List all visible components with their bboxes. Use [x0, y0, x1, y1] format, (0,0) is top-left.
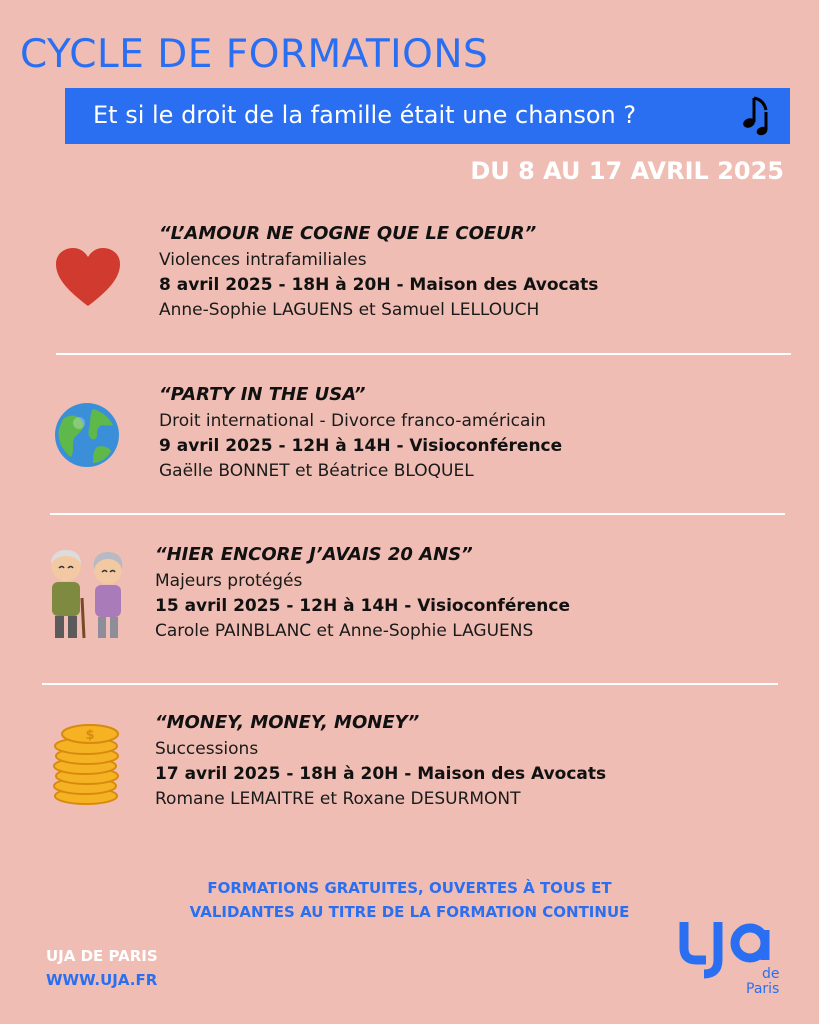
session-schedule: 15 avril 2025 - 12H à 14H - Visioconférence: [155, 596, 570, 616]
org-website-link[interactable]: WWW.UJA.FR: [46, 971, 158, 989]
session-speakers: Carole PAINBLANC et Anne-Sophie LAGUENS: [155, 621, 534, 641]
session-schedule: 17 avril 2025 - 18H à 20H - Maison des Avocats: [155, 764, 607, 784]
session-title: “L’AMOUR NE COGNE QUE LE COEUR”: [159, 223, 537, 244]
session-3: [155, 544, 570, 646]
logo-text-de: de: [762, 966, 780, 982]
music-note-icon: [740, 92, 778, 140]
banner-text: Et si le droit de la famille était une chanson ?: [93, 101, 637, 129]
session-topic: Violences intrafamiliales: [159, 250, 367, 270]
uja-logo: [676, 916, 796, 996]
session-topic: Majeurs protégés: [155, 571, 303, 591]
session-schedule: 8 avril 2025 - 18H à 20H - Maison des Avocats: [159, 275, 599, 295]
svg-text:$: $: [85, 728, 95, 743]
session-1: [159, 223, 598, 325]
globe-icon: [53, 401, 121, 469]
coins-icon: [50, 720, 122, 806]
heart-icon: [54, 246, 122, 308]
session-title: “PARTY IN THE USA”: [159, 384, 366, 405]
elderly-couple-icon: [42, 546, 132, 642]
divider: [42, 683, 778, 685]
session-speakers: Anne-Sophie LAGUENS et Samuel LELLOUCH: [159, 300, 540, 320]
session-schedule: 9 avril 2025 - 12H à 14H - Visioconférence: [159, 436, 563, 456]
logo-text-paris: Paris: [746, 981, 780, 996]
footer-note-line1: FORMATIONS GRATUITES, OUVERTES À TOUS ET: [207, 879, 612, 897]
session-topic: Successions: [155, 739, 259, 759]
theme-banner: [65, 88, 790, 144]
date-range: DU 8 AU 17 AVRIL 2025: [470, 157, 784, 185]
session-title: “HIER ENCORE J’AVAIS 20 ANS”: [155, 544, 473, 565]
session-4: [155, 712, 606, 814]
session-topic: Droit international - Divorce franco-américain: [159, 411, 546, 431]
session-speakers: Gaëlle BONNET et Béatrice BLOQUEL: [159, 461, 474, 481]
footer-note-line2: VALIDANTES AU TITRE DE LA FORMATION CONTINUE: [189, 903, 630, 921]
session-speakers: Romane LEMAITRE et Roxane DESURMONT: [155, 789, 521, 809]
divider: [56, 353, 791, 355]
session-title: “MONEY, MONEY, MONEY”: [155, 712, 420, 733]
divider: [50, 513, 785, 515]
org-name: UJA DE PARIS: [46, 947, 158, 965]
page-title: CYCLE DE FORMATIONS: [20, 32, 489, 77]
session-2: [159, 384, 562, 486]
